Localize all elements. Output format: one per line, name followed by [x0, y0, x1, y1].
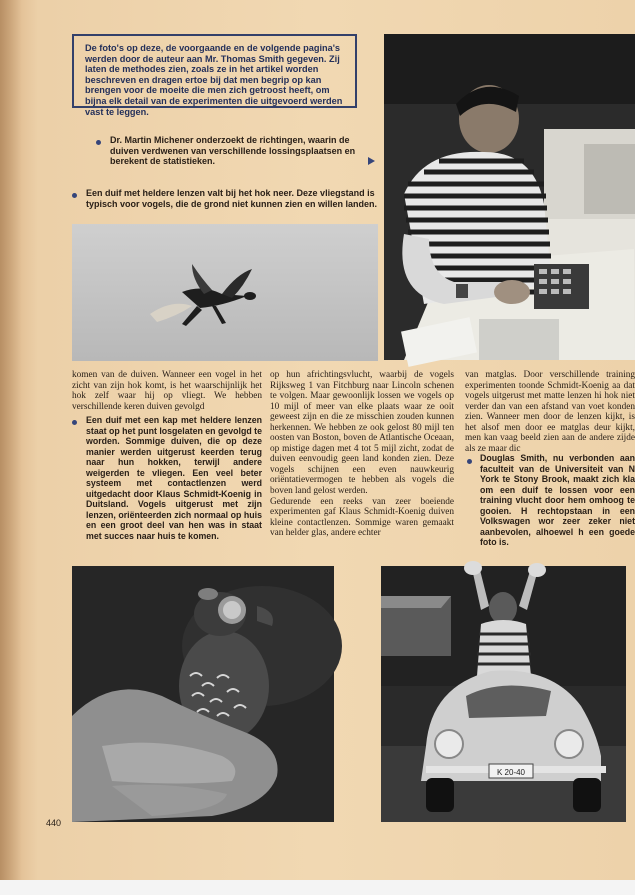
arrow-right-icon: [368, 157, 375, 165]
page-number: 440: [46, 818, 62, 828]
caption-landing: Een duif met heldere lenzen valt bij het hok neer. Deze vliegstand is typisch voor vogels, die de grond niet kunnen zien en willen landen.: [86, 188, 378, 209]
photo-pigeon-with-lens-hood: [72, 566, 334, 822]
scan-bottom-margin: [0, 880, 635, 895]
intro-text-box: [72, 34, 357, 117]
caption-bullet: [467, 459, 472, 464]
photo-michener-calculating: [384, 34, 635, 360]
photo-volkswagen-release: [381, 566, 626, 822]
license-plate: K 20-40: [496, 768, 526, 777]
column-3-caption: [480, 453, 635, 548]
column-2-text-b: Gedurende een reeks van zeer boeiende experimenten gaf Klaus Schmidt-Koenig duiven kleine contactlenzen. Sommige waren gemaakt van helder glas, andere echter: [270, 496, 454, 539]
column-1-text: komen van de duiven. Wanneer een vogel in het zicht van zijn hok komt, is het waarschijnlijk het hok zelf waar hij op vliegt. We hebben verschillende keren duiven gevolgd: [72, 370, 262, 412]
column-3-text: van matglas. Door verschillende training experimenten toonde Schmidt-Koenig aa dat vogels uitgerust met matte lenzen hi hok niet verder dan van een afstand van voet konden zien. Wanneer men door de lenzen kijkt, is het alsof men door ee matglas deur kijkt, men kan vaag beeld zien aan de andere zijde als ze maar dic: [465, 370, 635, 454]
caption-bullet: [96, 140, 101, 145]
caption-bullet: [72, 420, 77, 425]
caption-bullet: [72, 193, 77, 198]
photo-pigeon-landing: [72, 224, 378, 361]
column-3: [465, 370, 635, 454]
intro-text: De foto's op deze, de voorgaande en de volgende pagina's werden door de auteur aan Mr. Thomas Smith gegeven. Zij laten de methodes zien, zoals ze in het artikel worden beschreven en dragen ertoe bij dat men begrip op kan brengen voor de moeite die men zich getroost heeft, om bijna elk detail van de experimenten die uitgevoerd werden vast te leggen.: [85, 43, 343, 117]
caption-michener: Dr. Martin Michener onderzoekt de richtingen, waarin de duiven verdwenen van verschillende lossingsplaatsen en berekent de statistieken.: [110, 135, 356, 166]
column-1-caption: [86, 415, 262, 542]
column-2-text-a: op hun africhtingsvlucht, waarbij de vogels Rijksweg 1 van Fitchburg naar Lincoln schenen te volgen. Maar gewoonlijk lossen we vogels op 10 mijl of meer van elke plaats waar ze ooit geweest zijn en die ze misschien zouden kunnen herkennen. We hebben ze ook gelost 80 mijl ten oosten van Boston, boven de Atlantische Oceaan, op mistige dagen met 4 tot 5 mijl zicht, zodat de duiven eenvoudig geen land konden zien. Deze vogels schijnen een even nauwkeurig oriëntatievermogen te hebben als vogels die boven land gelost werden.: [270, 370, 454, 497]
caption-hood-lenses: Een duif met een kap met heldere lenzen staat op het punt losgelaten en gevolgd te worden. Sommige duiven, die op deze manier werden uitgerust keerden terug naar hun hokken, terwijl andere weigerden te vliegen. Een veel beter systeem met contactlenzen werd uitgedacht door Klaus Schmidt-Koenig in Duitsland. Vogels uitgerust met zijn lenzen, oriënteerden zich normaal op huis en een groot deel van hen was in staat met succes naar huis te komen.: [86, 415, 262, 542]
column-1: [72, 370, 262, 412]
page-fold-shadow: [0, 0, 22, 895]
caption-douglas-smith: Douglas Smith, nu verbonden aan faculteit van de Universiteit van N York te Stony Brook, maakt zich kla om een duif te lossen voor een training vlucht door hem omhoog te gooien. H rechtopstaan in een Volkswagen wor zeer zeker niet aanbevolen, alhoewel h een goede foto is.: [480, 453, 635, 548]
column-2: [270, 370, 454, 539]
